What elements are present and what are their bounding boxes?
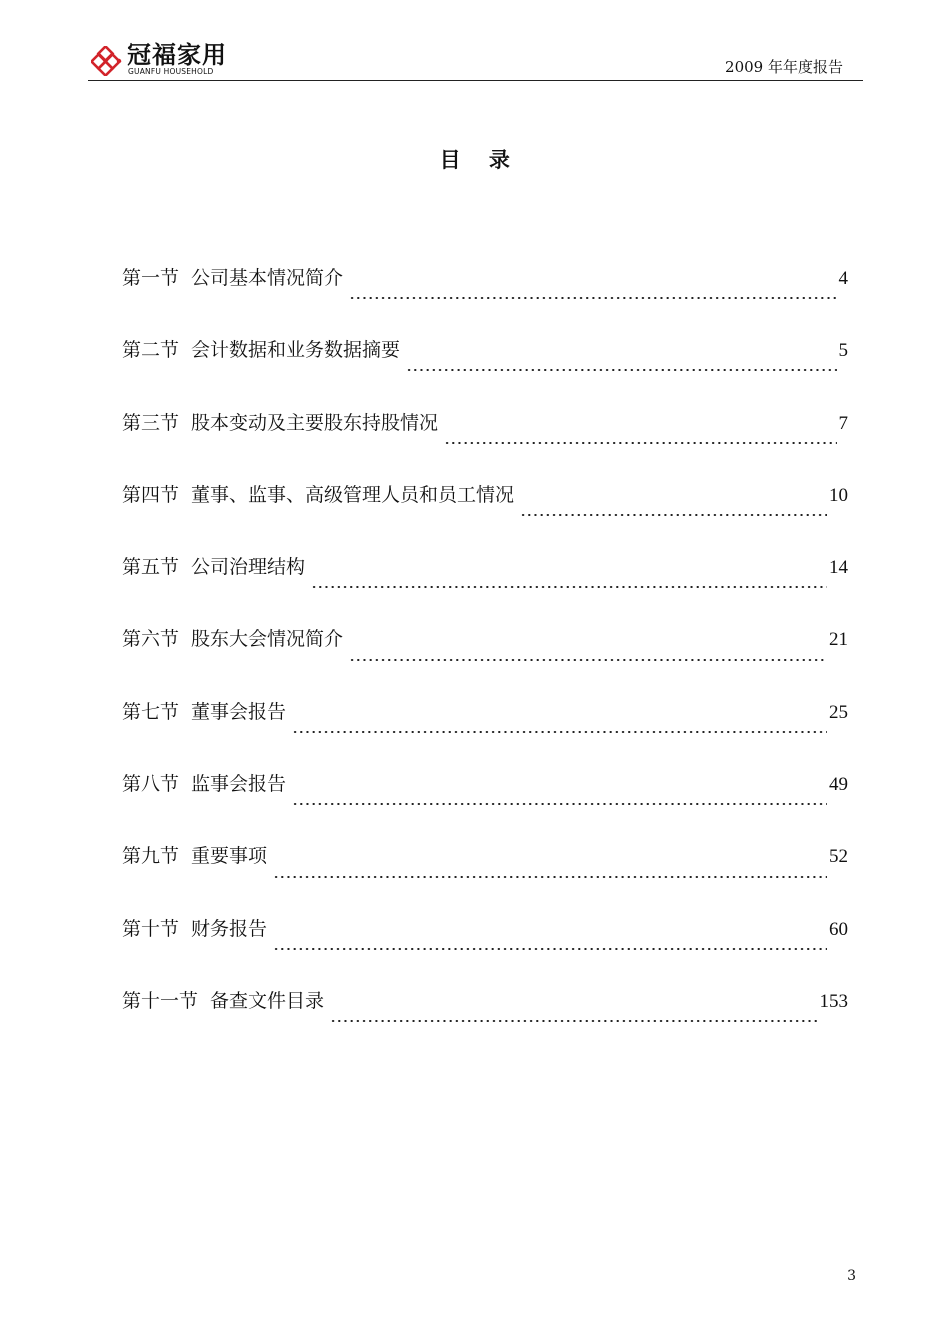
toc-entry[interactable]	[122, 840, 848, 912]
toc-section-title: 公司基本情况简介	[191, 267, 344, 289]
toc-page-number: 25	[829, 701, 848, 723]
toc-entry[interactable]	[122, 985, 848, 1057]
toc-page-number: 52	[829, 846, 848, 868]
toc-section-title: 财务报告	[191, 917, 268, 940]
toc-section-title: 股东大会情况简介	[191, 628, 344, 651]
logo-name-cn: 冠福家用	[127, 41, 227, 69]
toc-section-number: 第七节	[122, 700, 180, 723]
toc-section-title: 监事会报告	[191, 773, 287, 796]
toc-section-title: 重要事项	[191, 845, 268, 868]
toc-section-number: 第二节	[122, 339, 180, 362]
toc-page-number: 4	[838, 268, 848, 289]
report-title: 2009 年年度报告	[725, 58, 843, 76]
toc-dot-leader	[349, 287, 836, 307]
toc-dot-leader	[520, 504, 827, 524]
toc-page-number: 21	[829, 629, 848, 651]
toc-page-number: 7	[838, 412, 848, 434]
toc-dot-leader	[292, 793, 827, 813]
toc-page-number: 60	[829, 918, 848, 940]
toc-entry[interactable]	[122, 551, 848, 623]
toc-section-number: 第一节	[122, 267, 180, 289]
toc-section-title: 备查文件目录	[210, 989, 325, 1012]
company-logo	[91, 42, 251, 78]
page-header	[88, 40, 863, 82]
toc-dot-leader	[406, 359, 836, 379]
toc-section-number: 第十节	[122, 917, 180, 940]
page-number: 3	[847, 1268, 856, 1284]
toc-entry[interactable]	[122, 334, 848, 406]
toc-entry[interactable]	[122, 407, 848, 479]
toc-title: 目 录	[439, 148, 511, 172]
toc-entry[interactable]	[122, 262, 848, 334]
toc-entry[interactable]	[122, 623, 848, 695]
logo-name-en: GUANFU HOUSEHOLD	[128, 67, 214, 76]
toc-page-number: 153	[819, 990, 848, 1012]
toc-entry[interactable]	[122, 768, 848, 840]
toc-dot-leader	[330, 1010, 817, 1030]
toc-page-number: 10	[829, 484, 848, 506]
toc-dot-leader	[311, 576, 827, 596]
toc-dot-leader	[273, 866, 827, 886]
toc-section-title: 董事会报告	[191, 700, 287, 723]
toc-dot-leader	[273, 938, 827, 958]
table-of-contents	[122, 262, 848, 1057]
toc-section-number: 第九节	[122, 845, 180, 868]
guanfu-logo-icon	[91, 46, 125, 76]
toc-section-title: 董事、监事、高级管理人员和员工情况	[191, 483, 515, 506]
toc-section-number: 第十一节	[122, 989, 199, 1012]
toc-entry[interactable]	[122, 913, 848, 985]
toc-section-title: 会计数据和业务数据摘要	[191, 339, 401, 362]
toc-section-title: 股本变动及主要股东持股情况	[191, 411, 439, 434]
toc-entry[interactable]	[122, 479, 848, 551]
toc-section-number: 第六节	[122, 628, 180, 651]
toc-section-number: 第四节	[122, 483, 180, 506]
toc-dot-leader	[292, 721, 827, 741]
toc-page-number: 5	[838, 340, 848, 362]
toc-page-number: 49	[829, 774, 848, 796]
toc-dot-leader	[444, 432, 836, 452]
header-divider	[88, 80, 863, 81]
toc-entry[interactable]	[122, 696, 848, 768]
toc-dot-leader	[349, 649, 827, 669]
toc-page-number: 14	[829, 557, 848, 579]
toc-section-number: 第八节	[122, 773, 180, 796]
toc-section-number: 第三节	[122, 411, 180, 434]
toc-section-title: 公司治理结构	[191, 556, 306, 579]
toc-section-number: 第五节	[122, 556, 180, 579]
